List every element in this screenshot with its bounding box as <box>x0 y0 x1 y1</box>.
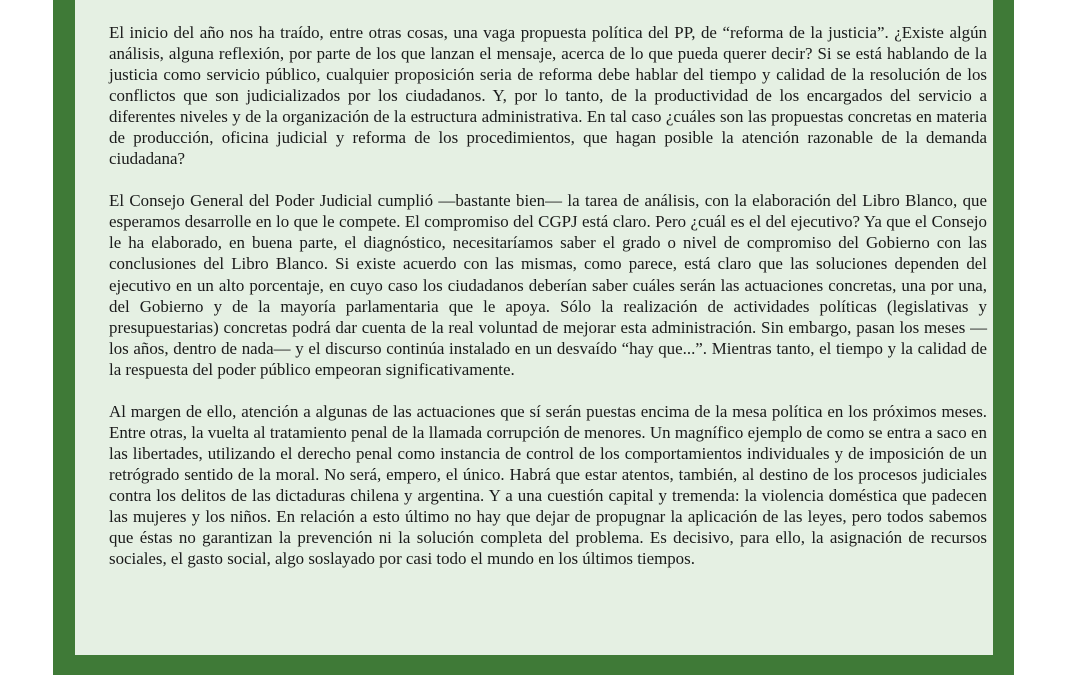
paragraph-3: Al margen de ello, atención a algunas de las actuaciones que sí serán puestas encima de la mesa política en los próximos meses. Entre otras, la vuelta al tratamiento penal de la llamada corrupción de menores. Un magnífico ejemplo de como se entra a saco en las libertades, utilizando el derecho penal como instancia de control de los comportamientos individuales y de imposición de un retrógrado sentido de la moral. No será, empero, el único. Habrá que estar atentos, también, al destino de los procesos judiciales contra los delitos de las dictaduras chilena y argentina. Y a una cuestión capital y tremenda: la violencia doméstica que padecen las mujeres y los niños. En relación a esto último no hay que dejar de propugnar la aplicación de las leyes, pero todos sabemos que éstas no garantizan la prevención ni la solución completa del problema. Es decisivo, para ello, la asignación de recursos sociales, el gasto social, algo soslayado por casi todo el mundo en los últimos tiempos. <box>109 401 987 569</box>
paragraph-1: El inicio del año nos ha traído, entre otras cosas, una vaga propuesta política del PP, de “reforma de la justicia”. ¿Existe algún análisis, alguna reflexión, por parte de los que lanzan el mensaje, acerca de lo que pueda querer decir? Si se está hablando de la justicia como servicio público, cualquier proposición seria de reforma debe hablar del tiempo y calidad de la resolución de los conflictos que son judicializados por los ciudadanos. Y, por lo tanto, de la productividad de los encargados del servicio a diferentes niveles y de la organización de la estructura administrativa. En tal caso ¿cuáles son las propuestas concretas en materia de producción, oficina judicial y reforma de los procedimientos, que hagan posible la atención razonable de la demanda ciudadana? <box>109 23 987 169</box>
paragraph-2: El Consejo General del Poder Judicial cumplió —bastante bien— la tarea de análisis, con la elaboración del Libro Blanco, que esperamos desarrolle en lo que le compete. El compromiso del CGPJ está claro. Pero ¿cuál es el del ejecutivo? Ya que el Consejo le ha elaborado, en buena parte, el diagnóstico, necesitaríamos saber el grado o nivel de compromiso del Gobierno con las conclusiones del Libro Blanco. Si existe acuerdo con las mismas, como parece, está claro que las soluciones dependen del ejecutivo en un alto porcentaje, en cuyo caso los ciudadanos deberían saber cuáles serán las actuaciones concretas, una por una, del Gobierno y de la mayoría parlamentaria que le apoya. Sólo la realización de actividades políticas (legislativas y presupuestarias) concretas podrá dar cuenta de la real voluntad de mejorar esta administración. Sin embargo, pasan los meses —los años, dentro de nada— y el discurso continúa instalado en un desvaído “hay que...”. Mientras tanto, el tiempo y la calidad de la respuesta del poder público empeoran significativamente. <box>109 191 987 379</box>
article-body <box>109 22 987 590</box>
